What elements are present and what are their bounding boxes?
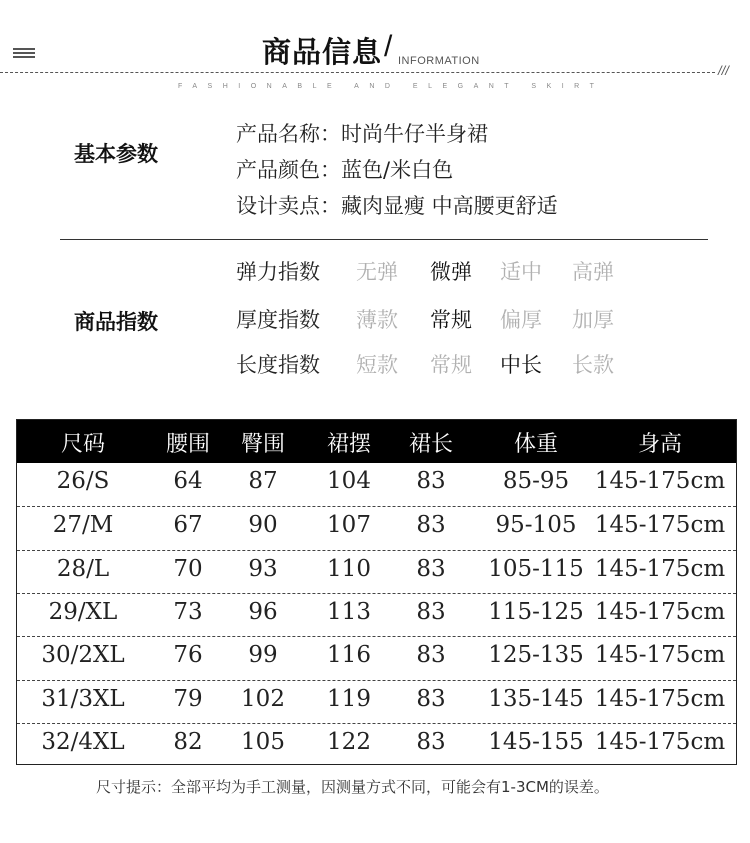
table-cell: 27/M <box>52 512 114 539</box>
table-cell: 145-155 <box>488 728 584 755</box>
table-cell: 105 <box>241 728 285 755</box>
section-divider <box>60 239 708 240</box>
table-header-cell: 尺码 <box>60 432 106 457</box>
table-cell: 83 <box>416 512 446 539</box>
table-cell: 83 <box>416 685 446 712</box>
index-option: 常规 <box>430 353 472 377</box>
table-cell: 145-175cm <box>594 468 726 494</box>
table-cell: 105-115 <box>488 555 584 582</box>
table-cell: 83 <box>416 642 446 669</box>
table-cell: 116 <box>327 642 371 669</box>
table-cell: 95-105 <box>495 512 577 539</box>
table-header-cell: 身高 <box>637 432 683 457</box>
table-cell: 67 <box>173 512 203 539</box>
table-cell: 110 <box>327 555 371 582</box>
index-section-label: 商品指数 <box>74 310 158 334</box>
table-row <box>17 593 736 636</box>
index-label: 厚度指数 <box>236 308 320 332</box>
table-cell: 87 <box>248 468 278 494</box>
table-cell: 115-125 <box>488 598 584 625</box>
table-row <box>17 680 736 723</box>
table-header-cell: 腰围 <box>165 432 211 457</box>
table-header-row <box>17 420 736 463</box>
index-option: 长款 <box>572 353 614 377</box>
table-cell: 113 <box>327 598 371 625</box>
table-cell: 85-95 <box>502 468 570 494</box>
table-cell: 31/3XL <box>41 685 125 712</box>
table-cell: 104 <box>327 468 371 494</box>
table-row <box>17 550 736 593</box>
table-cell: 70 <box>173 555 203 582</box>
table-cell: 82 <box>173 728 203 755</box>
index-option: 常规 <box>430 308 472 332</box>
table-cell: 90 <box>248 512 278 539</box>
index-option: 无弹 <box>356 260 398 284</box>
table-cell: 145-175cm <box>594 512 726 539</box>
table-cell: 76 <box>173 642 203 669</box>
table-cell: 145-175cm <box>594 685 726 712</box>
table-cell: 73 <box>173 598 203 625</box>
index-option: 加厚 <box>572 308 614 332</box>
index-option: 中长 <box>500 353 542 377</box>
page-title: 商品信息 <box>262 35 383 69</box>
header-end-mark: /// <box>718 63 729 78</box>
param-row-color <box>236 154 453 184</box>
index-option: 高弹 <box>572 260 614 284</box>
basic-params-label: 基本参数 <box>74 142 158 166</box>
table-cell: 26/S <box>56 468 110 494</box>
table-cell: 145-175cm <box>594 555 726 582</box>
index-option: 偏厚 <box>500 308 542 332</box>
table-header-cell: 体重 <box>513 432 559 457</box>
table-cell: 145-175cm <box>594 598 726 625</box>
size-table <box>16 419 737 765</box>
table-cell: 83 <box>416 468 446 494</box>
menu-lines-icon <box>13 48 35 58</box>
table-cell: 145-175cm <box>594 642 726 669</box>
table-cell: 93 <box>248 555 278 582</box>
table-header-cell: 臀围 <box>240 432 286 457</box>
table-cell: 29/XL <box>48 598 118 625</box>
param-label: 产品颜色： <box>236 158 341 182</box>
table-row <box>17 636 736 679</box>
table-cell: 28/L <box>56 555 110 582</box>
param-row-name <box>236 118 488 148</box>
table-cell: 32/4XL <box>41 728 125 755</box>
table-header-cell: 裙长 <box>408 432 454 457</box>
table-cell: 125-135 <box>488 642 584 669</box>
index-label: 长度指数 <box>236 353 320 377</box>
table-cell: 79 <box>173 685 203 712</box>
index-label: 弹力指数 <box>236 260 320 284</box>
param-label: 设计卖点： <box>236 194 341 218</box>
table-cell: 135-145 <box>488 685 584 712</box>
table-cell: 83 <box>416 598 446 625</box>
index-option: 微弹 <box>430 260 472 284</box>
table-cell: 83 <box>416 555 446 582</box>
table-cell: 122 <box>327 728 371 755</box>
param-value: 蓝色/米白色 <box>341 158 454 182</box>
table-header-cell: 裙摆 <box>326 432 372 457</box>
table-row <box>17 723 736 766</box>
header-divider <box>0 72 715 73</box>
table-cell: 96 <box>248 598 278 625</box>
title-slash: / <box>384 30 393 63</box>
param-row-selling-point <box>236 190 558 220</box>
index-option: 薄款 <box>356 308 398 332</box>
table-cell: 102 <box>241 685 285 712</box>
table-cell: 64 <box>173 468 203 494</box>
param-value: 藏肉显瘦 中高腰更舒适 <box>341 194 558 218</box>
table-cell: 30/2XL <box>41 642 125 669</box>
table-cell: 107 <box>327 512 371 539</box>
table-row <box>17 506 736 549</box>
table-row <box>17 463 736 506</box>
index-option: 适中 <box>500 260 542 284</box>
table-cell: 145-175cm <box>594 728 726 755</box>
param-label: 产品名称： <box>236 122 341 146</box>
index-option: 短款 <box>356 353 398 377</box>
page-subtitle-en: INFORMATION <box>398 55 480 67</box>
table-cell: 99 <box>248 642 278 669</box>
table-cell: 83 <box>416 728 446 755</box>
param-value: 时尚牛仔半身裙 <box>341 122 488 146</box>
size-footnote: 尺寸提示：全部平均为手工测量，因测量方式不同，可能会有1-3CM的误差。 <box>96 778 609 796</box>
table-cell: 119 <box>327 685 371 712</box>
header-tagline: FASHIONABLE AND ELEGANT SKIRT <box>178 83 605 90</box>
